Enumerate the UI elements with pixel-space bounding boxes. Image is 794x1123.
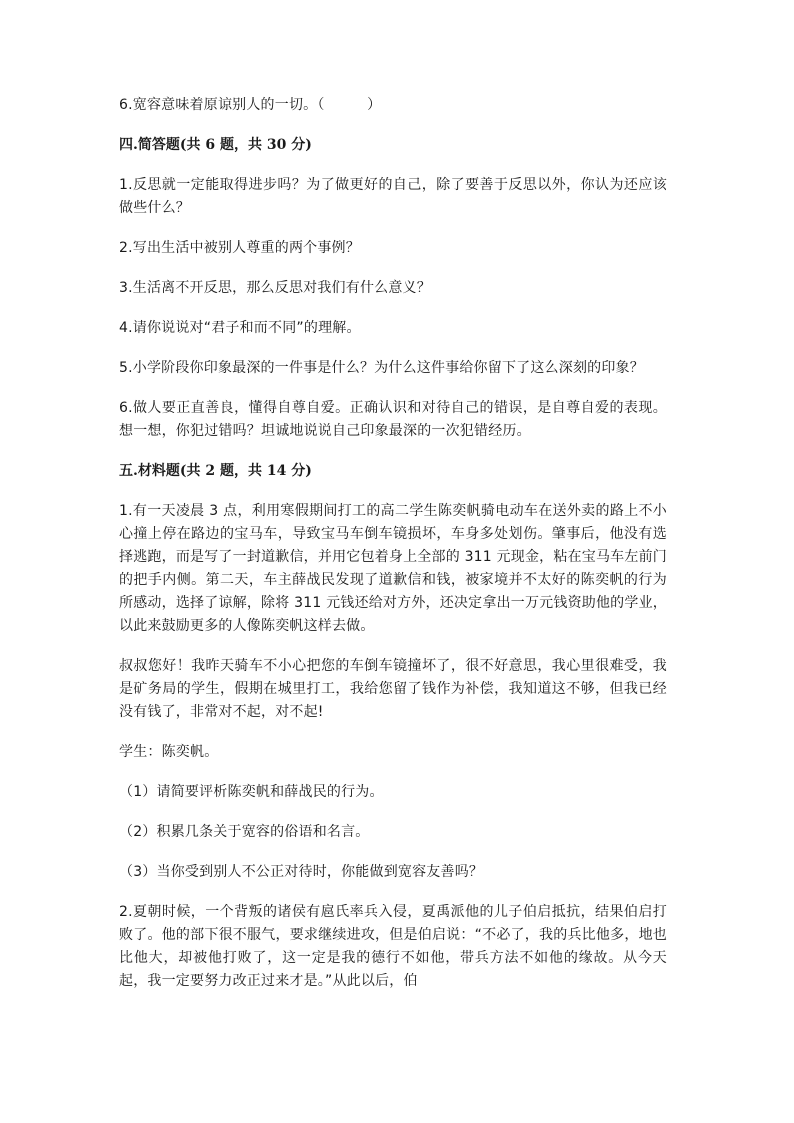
section-4-title: 四.简答题(共 6 题，共 30 分) <box>119 137 312 153</box>
short-answer-question-3: 3.生活离不开反思，那么反思对我们有什么意义？ <box>119 280 431 296</box>
material-question-1-sub-2: （2）积累几条关于宽容的俗语和名言。 <box>119 824 370 840</box>
judge-question-6: 6.宽容意味着原谅别人的一切。（ ） <box>119 97 382 113</box>
document-page <box>119 94 667 1010</box>
material-question-1-sub-1: （1）请简要评析陈奕帆和薛战民的行为。 <box>119 784 384 800</box>
short-answer-question-6: 6.做人要正直善良，懂得自尊自爱。正确认识和对待自己的错误，是自尊自爱的表现。想一想，你犯过错吗？坦诚地说说自己印象最深的一次犯错经历。 <box>119 400 667 439</box>
material-question-1-letter: 叔叔您好！我昨天骑车不小心把您的车倒车镜撞坏了，很不好意思，我心里很难受，我是矿务局的学生，假期在城里打工，我给您留了钱作为补偿，我知道这不够，但我已经没有钱了，非常对不起，对不起! <box>119 658 667 720</box>
short-answer-question-1: 1.反思就一定能取得进步吗？为了做更好的自己，除了要善于反思以外，你认为还应该做些什么？ <box>119 177 667 216</box>
short-answer-question-2: 2.写出生活中被别人尊重的两个事例？ <box>119 240 360 256</box>
material-question-1-signature: 学生：陈奕帆。 <box>119 744 219 760</box>
short-answer-question-5: 5.小学阶段你印象最深的一件事是什么？为什么这件事给你留下了这么深刻的印象？ <box>119 360 644 376</box>
material-question-1-text: 1.有一天凌晨 3 点，利用寒假期间打工的高二学生陈奕帆骑电动车在送外卖的路上不小心撞上停在路边的宝马车，导致宝马车倒车镜损坏，车身多处划伤。肇事后，他没有选择逃跑，而是写了一封道歉信，并用它包着身上全部的 311 元现金，粘在宝马车左前门的把手内侧。第二天，车主薛战民发现了道歉信和钱，被家境并不太好的陈奕帆的行为所感动，选择了谅解，除将 311 元钱还给对方外，还决定拿出一万元钱资助他的学业，以此来鼓励更多的人像陈奕帆这样去做。 <box>119 503 667 634</box>
material-question-2-text: 2.夏朝时候，一个背叛的诸侯有扈氏率兵入侵，夏禹派他的儿子伯启抵抗，结果伯启打败了。他的部下很不服气，要求继续进攻，但是伯启说：“不必了，我的兵比他多，地也比他大，却被他打败了，这一定是我的德行不如他，带兵方法不如他的缘故。从今天起，我一定要努力改正过来才是。”从此以后，伯 <box>119 904 667 989</box>
short-answer-question-4: 4.请你说说对“君子和而不同”的理解。 <box>119 320 361 336</box>
material-question-1-sub-3: （3）当你受到别人不公正对待时，你能做到宽容友善吗？ <box>119 864 484 880</box>
section-5-title: 五.材料题(共 2 题，共 14 分) <box>119 463 312 479</box>
